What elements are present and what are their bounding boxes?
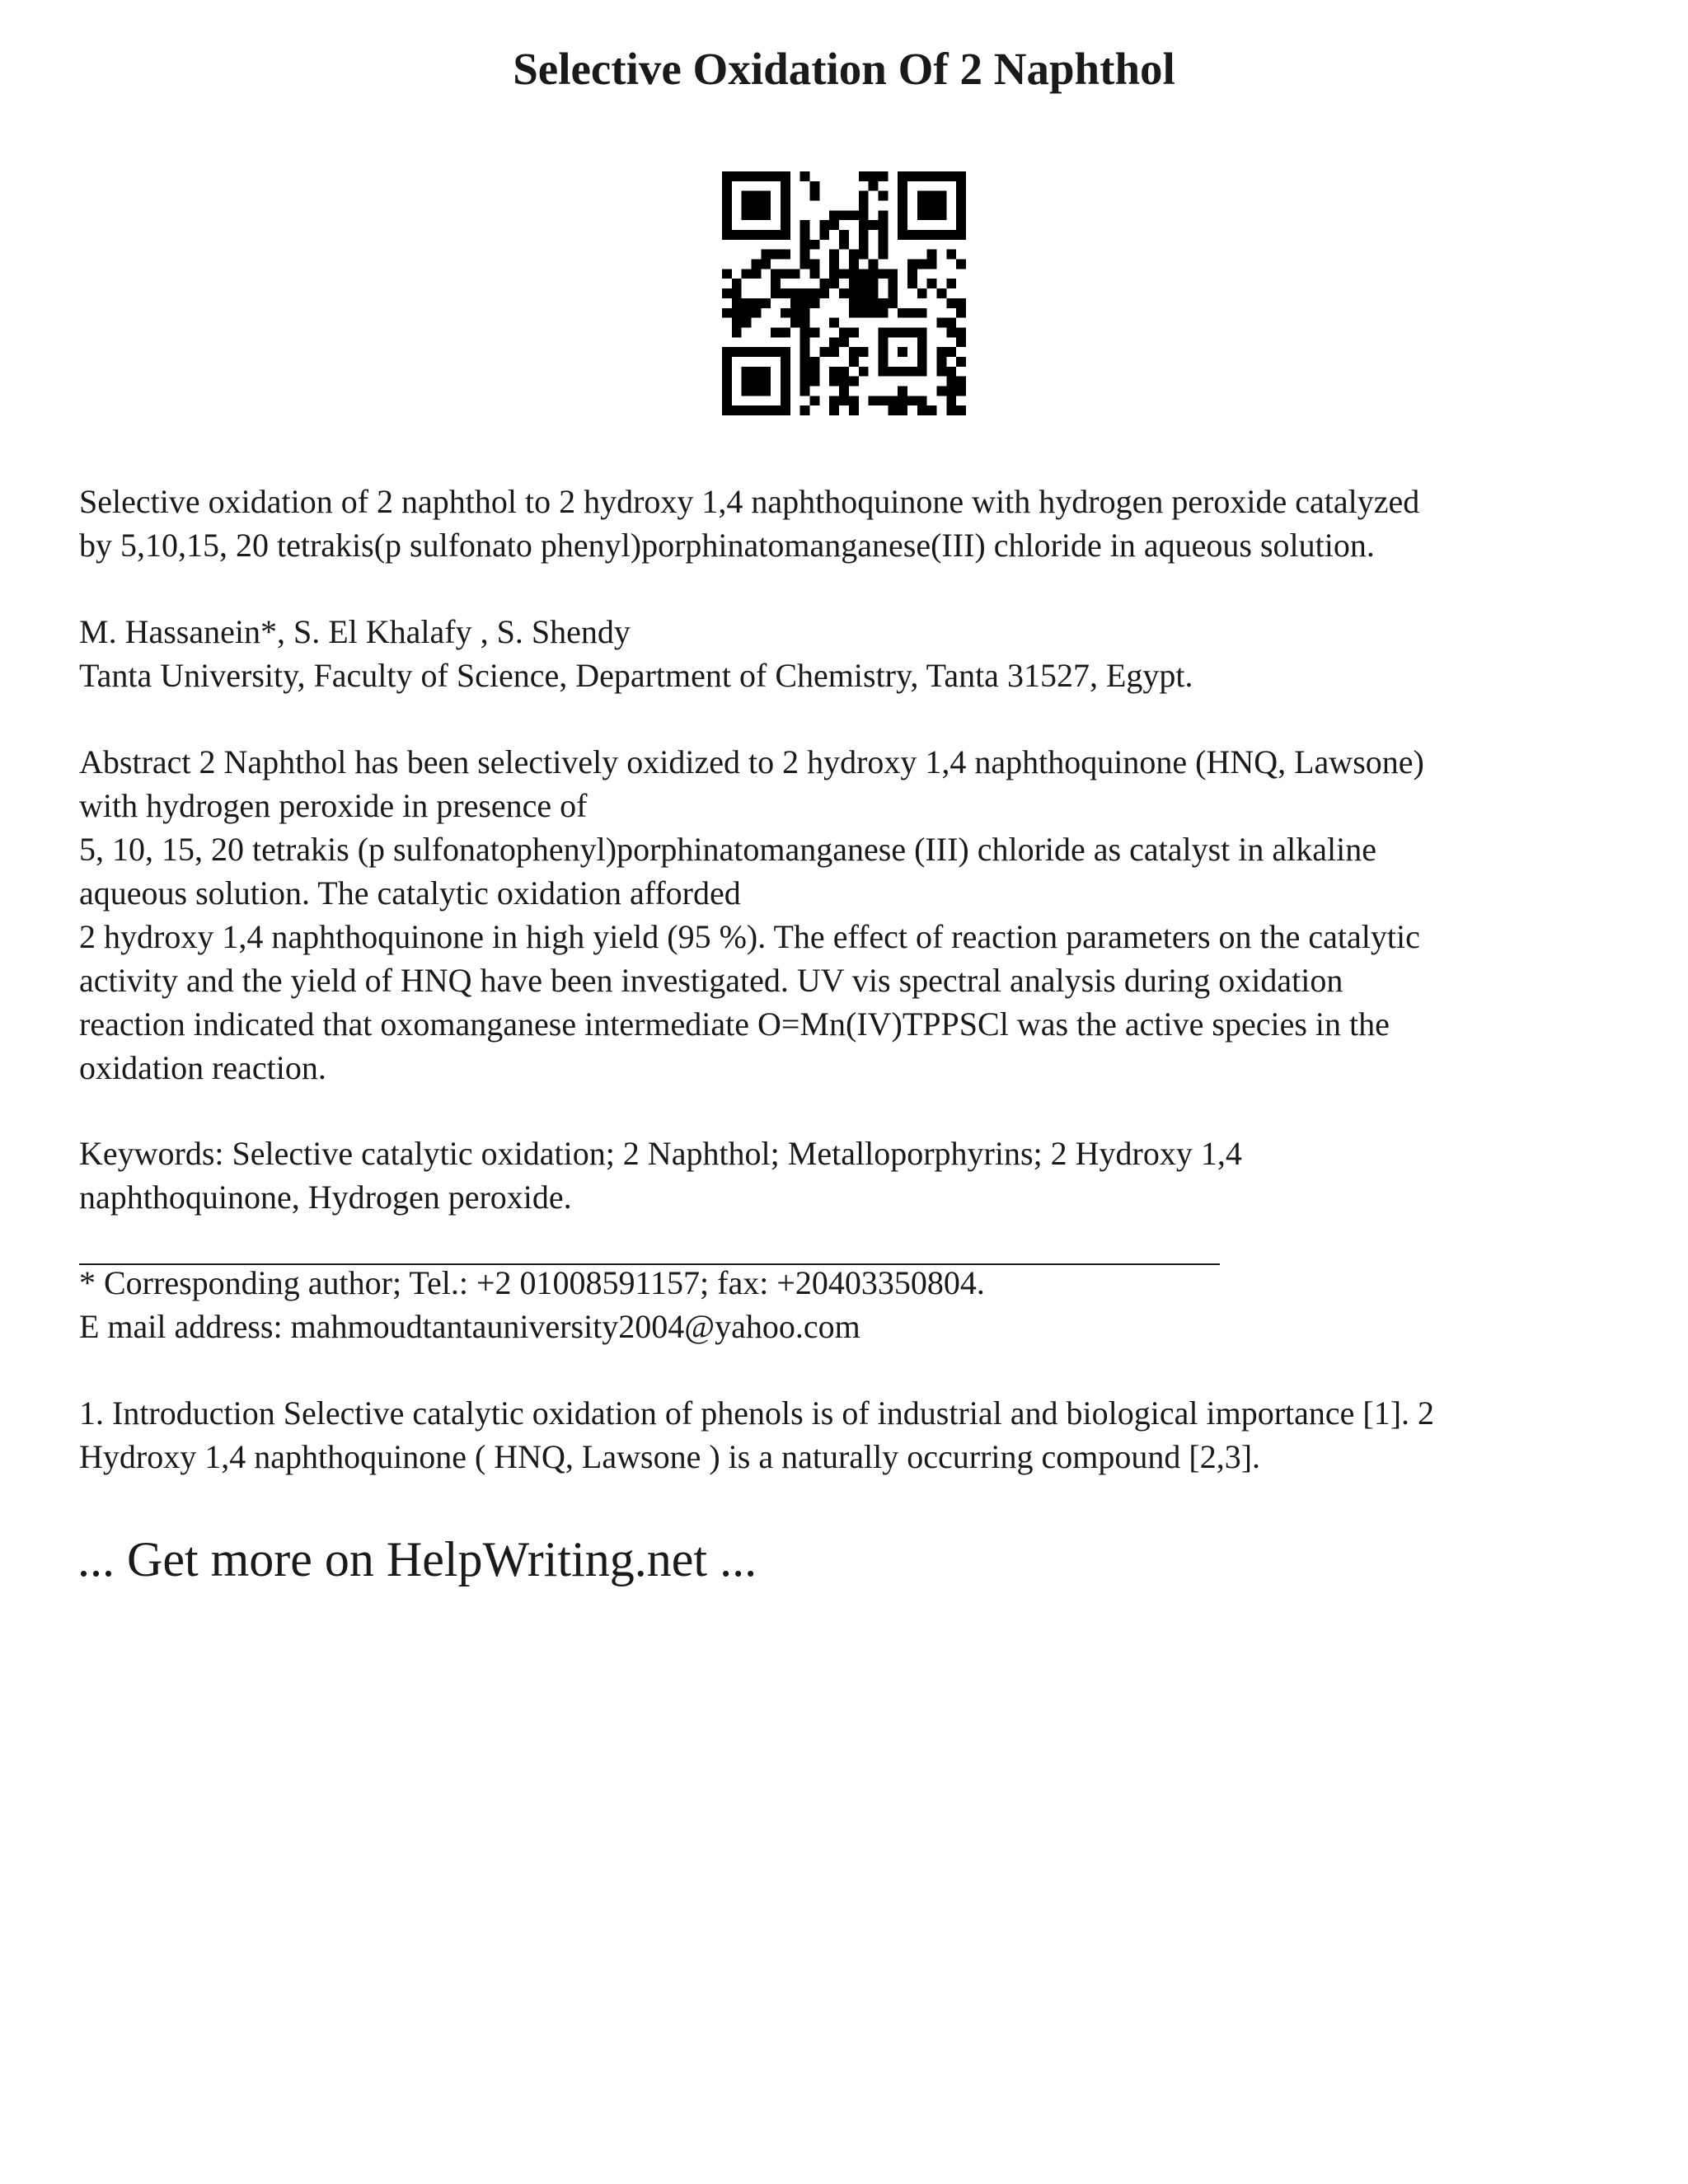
intro-line: 1. Introduction Selective catalytic oxidation of phenols is of industrial and biological importance [1]. 2: [79, 1394, 1435, 1432]
qr-code[interactable]: [722, 171, 966, 415]
footnote-line: * Corresponding author; Tel.: +2 01008591157; fax: +20403350804.: [79, 1264, 985, 1301]
subtitle: [79, 480, 1645, 567]
subtitle-line: Selective oxidation of 2 naphthol to 2 hydroxy 1,4 naphthoquinone with hydrogen peroxide catalyzed: [79, 483, 1420, 520]
email-address: E mail address: mahmoudtantauniversity2004@yahoo.com: [79, 1308, 860, 1345]
footnote: [79, 1261, 1645, 1348]
introduction: [79, 1391, 1645, 1479]
abstract-line: 5, 10, 15, 20 tetrakis (p sulfonatophenyl)porphinatomanganese (III) chloride as catalyst in alkaline: [79, 831, 1376, 868]
abstract: [79, 740, 1645, 1090]
qr-code-icon: [722, 171, 966, 415]
authors: M. Hassanein*, S. El Khalafy , S. Shendy: [79, 613, 631, 650]
affiliation: Tanta University, Faculty of Science, Department of Chemistry, Tanta 31527, Egypt.: [79, 657, 1193, 694]
abstract-line: 2 hydroxy 1,4 naphthoquinone in high yield (95 %). The effect of reaction parameters on the catalytic: [79, 918, 1420, 955]
keywords-line: Keywords: Selective catalytic oxidation; 2 Naphthol; Metalloporphyrins; 2 Hydroxy 1,4: [79, 1135, 1242, 1172]
intro-line: Hydroxy 1,4 naphthoquinone ( HNQ, Lawsone ) is a naturally occurring compound [2,3].: [79, 1438, 1261, 1475]
abstract-line: reaction indicated that oxomanganese intermediate O=Mn(IV)TPPSCl was the active species in the: [79, 1005, 1390, 1043]
abstract-line: Abstract 2 Naphthol has been selectively oxidized to 2 hydroxy 1,4 naphthoquinone (HNQ, Lawsone): [79, 743, 1424, 780]
abstract-line: aqueous solution. The catalytic oxidation afforded: [79, 874, 741, 912]
keywords-line: naphthoquinone, Hydrogen peroxide.: [79, 1179, 572, 1216]
subtitle-line: by 5,10,15, 20 tetrakis(p sulfonato phenyl)porphinatomanganese(III) chloride in aqueous solution.: [79, 527, 1375, 564]
abstract-line: with hydrogen peroxide in presence of: [79, 787, 588, 824]
abstract-line: activity and the yield of HNQ have been investigated. UV vis spectral analysis during oxidation: [79, 962, 1343, 999]
get-more-link[interactable]: ... Get more on HelpWriting.net ...: [77, 1532, 757, 1586]
author-block: [79, 610, 1645, 697]
keywords: [79, 1132, 1645, 1219]
abstract-line: oxidation reaction.: [79, 1049, 326, 1086]
document-title: Selective Oxidation Of 2 Naphthol: [513, 44, 1175, 94]
